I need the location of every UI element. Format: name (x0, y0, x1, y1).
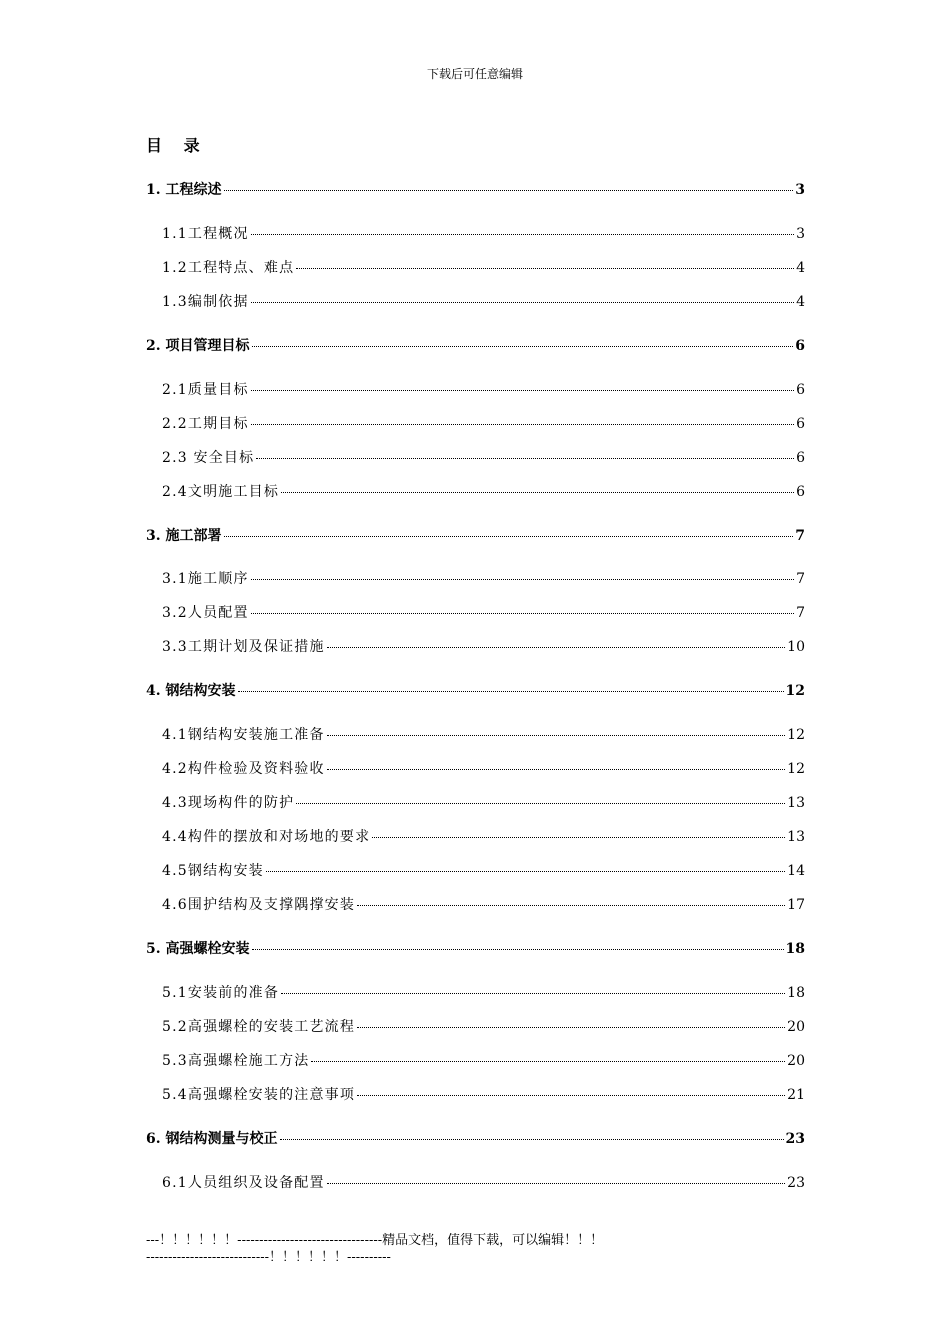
toc-entry[interactable] (162, 725, 805, 745)
toc-entry-label: 1. 工程综述 (146, 182, 222, 198)
toc-entry[interactable] (162, 224, 805, 244)
dot-leader (251, 578, 794, 580)
toc-entry-label: 1.1工程概况 (162, 226, 249, 242)
toc-entry[interactable] (162, 1017, 805, 1037)
toc-entry[interactable] (162, 827, 805, 847)
toc-entry-label: 4.6围护结构及支撑隅撑安装 (162, 897, 356, 913)
toc-entry[interactable] (162, 759, 805, 779)
dot-leader (224, 535, 794, 537)
dot-leader (327, 1182, 786, 1184)
toc-entry-label: 3.1施工顺序 (162, 571, 249, 587)
page-footer: ---！！！！！！---------------------------------精品文档，值得下载，可以编辑！！！----------------------------！！！！！！---------- (146, 1233, 604, 1265)
dot-leader (296, 802, 785, 804)
toc-entry[interactable] (162, 895, 805, 915)
toc-entry-label: 3. 施工部署 (146, 528, 222, 544)
toc-entry[interactable] (146, 336, 805, 356)
dot-leader (281, 992, 785, 994)
toc-entry-page: 7 (796, 605, 805, 621)
dot-leader (252, 345, 794, 347)
toc-entry-page: 10 (787, 639, 805, 655)
toc-entry[interactable] (162, 482, 805, 502)
dot-leader (252, 948, 784, 950)
toc-entry-label: 1.2工程特点、难点 (162, 260, 295, 276)
toc-entry-page: 14 (787, 863, 805, 879)
toc-entry-label: 2.1质量目标 (162, 382, 249, 398)
toc-entry-label: 4.5钢结构安装 (162, 863, 264, 879)
toc-entry-page: 4 (796, 260, 805, 276)
toc-entry[interactable] (162, 1173, 805, 1193)
toc-entry-label: 4. 钢结构安装 (146, 683, 236, 699)
toc-entry[interactable] (162, 292, 805, 312)
dot-leader (372, 836, 785, 838)
dot-leader (251, 301, 794, 303)
toc-entry[interactable] (162, 569, 805, 589)
dot-leader (357, 1026, 785, 1028)
toc-entry-label: 2.3 安全目标 (162, 450, 255, 466)
page-header: 下载后可任意编辑 (426, 67, 523, 81)
dot-leader (280, 1138, 784, 1140)
toc-entry-page: 12 (787, 727, 805, 743)
toc-entry-label: 6. 钢结构测量与校正 (146, 1131, 278, 1147)
toc-entry-label: 6.1人员组织及设备配置 (162, 1175, 325, 1191)
toc-entry[interactable] (162, 793, 805, 813)
toc-entry-page: 17 (787, 897, 805, 913)
toc-entry-label: 4.3现场构件的防护 (162, 795, 295, 811)
toc-entry-label: 4.4构件的摆放和对场地的要求 (162, 829, 371, 845)
toc-entry-page: 6 (795, 338, 805, 354)
dot-leader (266, 870, 785, 872)
toc-entry-page: 6 (796, 484, 805, 500)
dot-leader (281, 491, 794, 493)
toc-entry[interactable] (162, 1085, 805, 1105)
toc-entry-label: 2. 项目管理目标 (146, 338, 250, 354)
dot-leader (238, 690, 784, 692)
dot-leader (311, 1060, 785, 1062)
toc-entry-label: 5.3高强螺栓施工方法 (162, 1053, 310, 1069)
toc-entry-label: 1.3编制依据 (162, 294, 249, 310)
toc-entry-label: 2.4文明施工目标 (162, 484, 280, 500)
toc-entry[interactable] (162, 258, 805, 278)
toc-entry[interactable] (162, 861, 805, 881)
toc-entry[interactable] (162, 380, 805, 400)
toc-entry[interactable] (162, 448, 805, 468)
dot-leader (357, 1094, 785, 1096)
toc-entry-page: 13 (787, 795, 805, 811)
toc-entry-page: 21 (787, 1087, 805, 1103)
toc-entry-page: 23 (787, 1175, 805, 1191)
toc-entry[interactable] (146, 939, 805, 959)
dot-leader (251, 612, 794, 614)
toc-entry[interactable] (146, 180, 805, 200)
toc-entry-page: 4 (796, 294, 805, 310)
toc-entry-page: 18 (785, 941, 805, 957)
toc-entry-page: 6 (796, 416, 805, 432)
dot-leader (251, 423, 794, 425)
toc-entry[interactable] (162, 414, 805, 434)
toc-entry-page: 20 (787, 1053, 805, 1069)
dot-leader (327, 646, 786, 648)
toc-entry-label: 5.2高强螺栓的安装工艺流程 (162, 1019, 356, 1035)
toc-entry[interactable] (162, 603, 805, 623)
toc-entry-page: 6 (796, 382, 805, 398)
dot-leader (251, 233, 794, 235)
toc-entry-page: 12 (785, 683, 805, 699)
toc-entry[interactable] (146, 526, 805, 546)
toc-entry[interactable] (162, 1051, 805, 1071)
dot-leader (327, 768, 786, 770)
dot-leader (251, 389, 794, 391)
toc-entry-label: 4.2构件检验及资料验收 (162, 761, 325, 777)
toc-entry-page: 13 (787, 829, 805, 845)
dot-leader (256, 457, 794, 459)
toc-entry-page: 7 (796, 571, 805, 587)
dot-leader (357, 904, 785, 906)
toc-entry-label: 4.1钢结构安装施工准备 (162, 727, 325, 743)
toc-entry-page: 18 (787, 985, 805, 1001)
toc-entry-page: 12 (787, 761, 805, 777)
dot-leader (327, 734, 786, 736)
toc-entry-label: 3.2人员配置 (162, 605, 249, 621)
toc-entry-label: 3.3工期计划及保证措施 (162, 639, 325, 655)
toc-entry[interactable] (162, 983, 805, 1003)
dot-leader (224, 189, 794, 191)
toc-entry-label: 5. 高强螺栓安装 (146, 941, 250, 957)
toc-entry-page: 3 (796, 226, 805, 242)
toc-entry[interactable] (146, 1129, 805, 1149)
toc-title: 目 录 (146, 136, 208, 155)
toc-entry[interactable] (146, 681, 805, 701)
toc-entry-label: 2.2工期目标 (162, 416, 249, 432)
toc-entry-page: 7 (795, 528, 805, 544)
toc-entry[interactable] (162, 637, 805, 657)
toc-entry-page: 20 (787, 1019, 805, 1035)
toc-entry-page: 6 (796, 450, 805, 466)
toc-entry-page: 3 (795, 182, 805, 198)
toc-entry-label: 5.4高强螺栓安装的注意事项 (162, 1087, 356, 1103)
toc-entry-label: 5.1安装前的准备 (162, 985, 280, 1001)
toc-entry-page: 23 (785, 1131, 805, 1147)
dot-leader (296, 267, 794, 269)
